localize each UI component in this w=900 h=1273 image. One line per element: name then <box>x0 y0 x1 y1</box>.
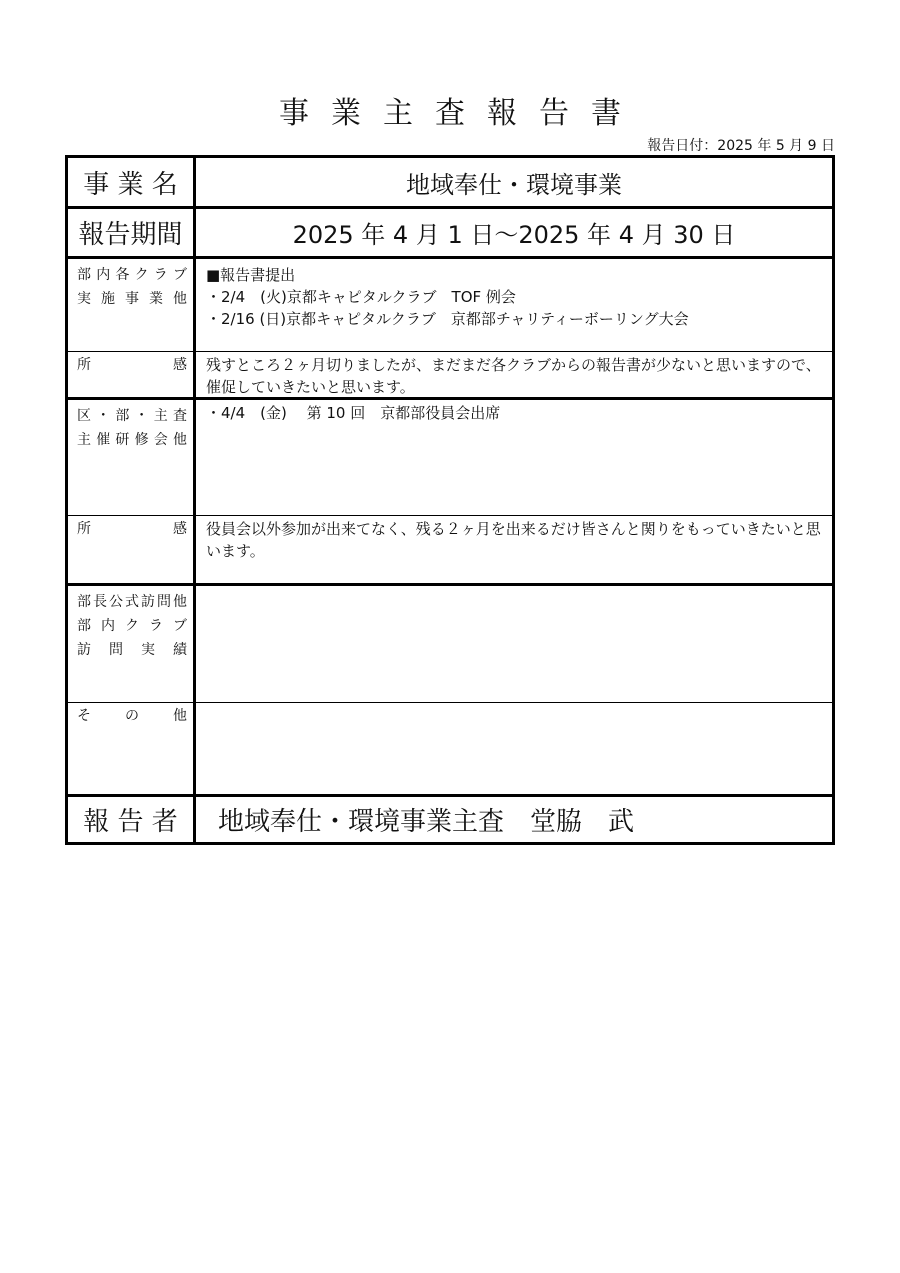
row-impression-1 <box>68 352 832 400</box>
project-name-value: 地域奉仕・環境事業 <box>406 170 622 199</box>
list-item: ・2/16 (日)京都キャピタルクラブ 京都部チャリティーボーリング大会 <box>206 310 689 328</box>
other-label: そ の 他 <box>77 708 187 724</box>
seminars-label: 区・部・主査 主催研修会他 <box>77 408 187 448</box>
report-period-value: 2025 年 4 月 1 日～2025 年 4 月 30 日 <box>292 221 736 249</box>
impression-1-text: 残すところ２ヶ月切りましたが、まだまだ各クラブからの報告書が少ないと思いますので、催促していきたいと思います。 <box>206 356 821 396</box>
document-title: 事業主査報告書 <box>279 96 643 131</box>
other-value <box>196 703 832 708</box>
project-name-label: 事 業 名 <box>83 169 178 200</box>
row-other <box>68 703 832 797</box>
club-activities-label: 部内各クラブ 実施事業他 <box>77 267 187 307</box>
impression-2-text: 役員会以外参加が出来てなく、残る２ヶ月を出来るだけ皆さんと関りをもっていきたいと思います。 <box>206 520 821 560</box>
list-item: ・2/4 (火)京都キャピタルクラブ TOF 例会 <box>206 288 516 306</box>
visits-value <box>196 586 832 591</box>
row-project-name <box>68 158 832 209</box>
seminars-list <box>196 400 832 424</box>
row-reporter <box>68 797 832 842</box>
row-impression-2 <box>68 516 832 586</box>
impression-label: 所 感 <box>77 357 187 373</box>
list-item: ■報告書提出 <box>206 266 296 284</box>
row-seminars <box>68 400 832 516</box>
report-date: 報告日付：2025 年 5 月 9 日 <box>647 138 835 154</box>
impression-label: 所 感 <box>77 521 187 537</box>
row-visits <box>68 586 832 703</box>
row-club-activities <box>68 259 832 352</box>
row-report-period <box>68 209 832 259</box>
reporter-label: 報 告 者 <box>83 807 178 837</box>
reporter-value: 地域奉仕・環境事業主査 堂脇 武 <box>218 807 635 837</box>
report-table <box>65 155 835 845</box>
list-item: ・4/4 (金) 第 10 回 京都部役員会出席 <box>206 404 501 422</box>
visits-label: 部長公式訪問他 部内クラブ 訪問実績 <box>77 594 187 658</box>
club-activities-list <box>196 259 832 330</box>
report-period-label: 報告期間 <box>78 220 183 250</box>
